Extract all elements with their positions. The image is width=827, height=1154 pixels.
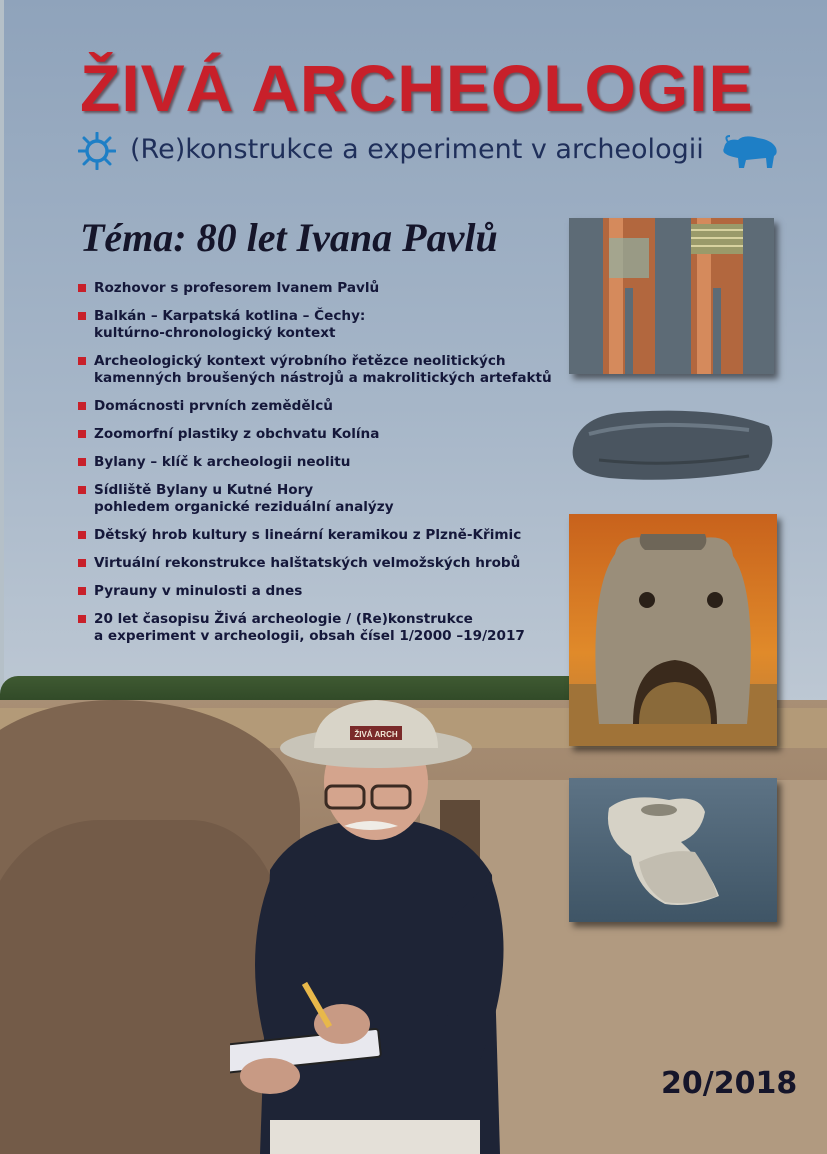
contents-item-text: Virtuální rekonstrukce halštatských velmožských hrobů <box>94 555 521 571</box>
subtitle-row <box>78 128 788 178</box>
contents-list <box>78 280 558 645</box>
contents-item-text-2: kamenných broušených nástrojů a makrolitických artefaktů <box>94 370 552 386</box>
contents-item-text: Sídliště Bylany u Kutné Hory <box>94 482 314 498</box>
photo-clay-oven <box>569 514 777 746</box>
archaeologist-figure <box>230 700 530 1154</box>
contents-item-text: Domácnosti prvních zemědělců <box>94 398 333 414</box>
ship-wheel-icon <box>78 132 116 170</box>
list-item <box>78 482 558 516</box>
list-item <box>78 398 558 415</box>
issue-number: 20/2018 <box>661 1066 798 1101</box>
contents-item-text-2: pohledem organické reziduální analýzy <box>94 499 394 515</box>
list-item <box>78 426 558 443</box>
contents-item-text: Zoomorfní plastiky z obchvatu Kolína <box>94 426 380 442</box>
list-item <box>78 454 558 471</box>
issue-theme: Téma: 80 let Ivana Pavlů <box>80 215 498 260</box>
photo-3d-model <box>569 778 777 922</box>
contents-item-text: Rozhovor s profesorem Ivanem Pavlů <box>94 280 380 296</box>
list-item <box>78 611 558 645</box>
list-item <box>78 353 558 387</box>
contents-item-text: 20 let časopisu Živá archeologie / (Re)konstrukce <box>94 611 473 627</box>
list-item <box>78 527 558 544</box>
contents-item-text: Balkán – Karpatská kotlina – Čechy: <box>94 308 366 324</box>
hat-badge-text: ŽIVÁ ARCH <box>354 730 398 739</box>
list-item <box>78 308 558 342</box>
contents-item-text: Archeologický kontext výrobního řetězce neolitických <box>94 353 506 369</box>
contents-item-text: Dětský hrob kultury s lineární keramikou z Plzně-Křimic <box>94 527 522 543</box>
hat-crown <box>314 700 438 748</box>
contents-item-text-2: kultúrno-chronologický kontext <box>94 325 336 341</box>
magazine-subtitle: (Re)konstrukce a experiment v archeologii <box>130 134 704 165</box>
contents-item-text: Pyrauny v minulosti a dnes <box>94 583 303 599</box>
list-item <box>78 280 558 297</box>
bison-icon <box>722 134 780 170</box>
photo-stone-tool <box>569 404 777 488</box>
contents-item-text-2: a experiment v archeologii, obsah čísel 1/2000 –19/2017 <box>94 628 525 644</box>
contents-item-text: Bylany – klíč k archeologii neolitu <box>94 454 351 470</box>
list-item <box>78 583 558 600</box>
list-item <box>78 555 558 572</box>
photo-copper-tubes <box>569 218 774 374</box>
masthead-title: ŽIVÁ ARCHEOLOGIE <box>80 51 754 125</box>
